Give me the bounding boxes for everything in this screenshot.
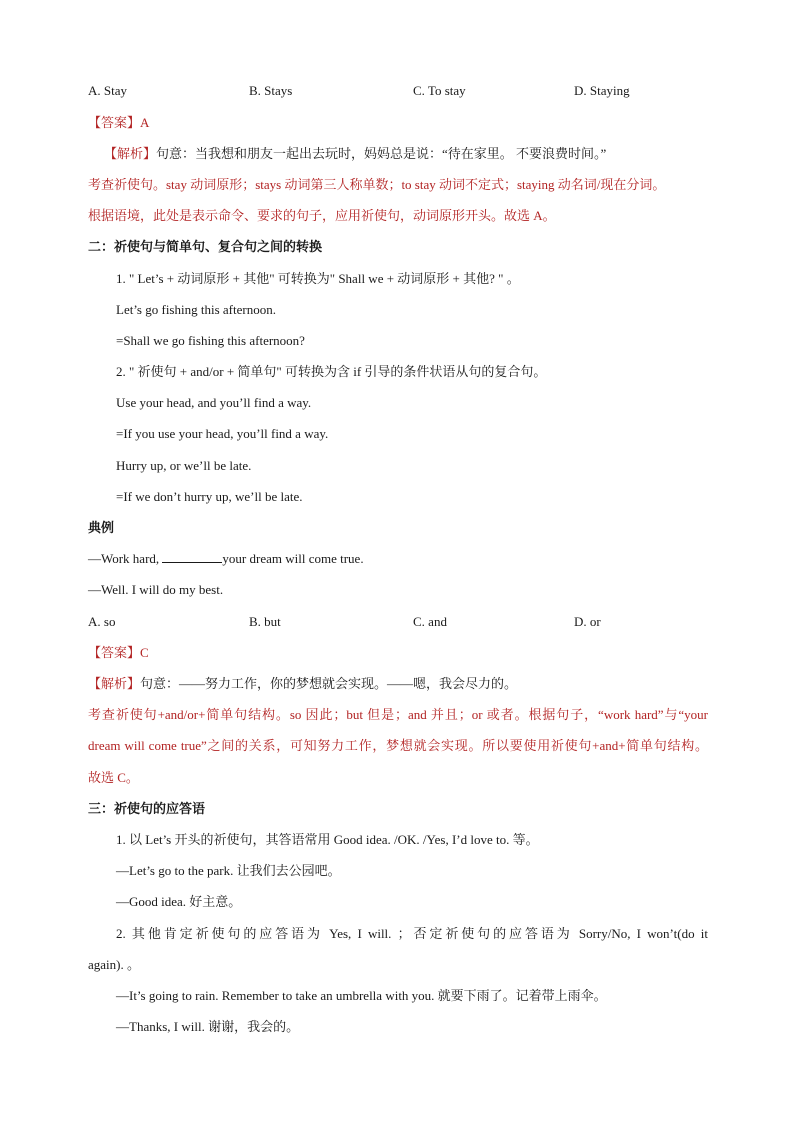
q1-option-a: A. Stay <box>88 83 127 98</box>
q1-option-c: C. To stay <box>413 83 466 98</box>
example-question-line2: —Well. I will do my best. <box>88 582 224 597</box>
example-analysis <box>88 675 517 693</box>
section3-heading: 三：祈使句的应答语 <box>88 801 206 816</box>
example-option-a: A. so <box>88 614 116 629</box>
q1-answer <box>88 114 149 132</box>
section2-rule2: 2. " 祈使句 + and/or + 简单句" 可转换为含 if 引导的条件状语从句的复合句。 <box>116 364 547 379</box>
section2-example-1b: =Shall we go fishing this afternoon? <box>116 333 305 348</box>
analysis-text: 句意：——努力工作，你的梦想就会实现。——嗯，我会尽力的。 <box>140 676 518 691</box>
example-answer <box>88 644 149 662</box>
example-analysis-4: 故选 C。 <box>88 770 139 785</box>
section3-example-1a: —Let’s go to the park. 让我们去公园吧。 <box>116 863 341 878</box>
section3-rule1: 1. 以 Let’s 开头的祈使句，其答语常用 Good idea. /OK. /Yes, I’d love to. 等。 <box>116 832 539 847</box>
example-options <box>88 613 728 631</box>
section2-example-2c: Hurry up, or we’ll be late. <box>116 458 252 473</box>
example-question-post: your dream will come true. <box>222 551 364 566</box>
section3-example-2b: —Thanks, I will. 谢谢，我会的。 <box>116 1019 300 1034</box>
answer-value: C <box>140 645 149 660</box>
analysis-tag: 【解析】 <box>88 676 141 691</box>
example-question-line1 <box>88 550 364 568</box>
section2-example-2b: =If you use your head, you’ll find a way. <box>116 426 329 441</box>
section3-rule2-line2: again). 。 <box>88 957 140 972</box>
answer-tag: 【答案】 <box>88 115 141 130</box>
example-option-d: D. or <box>574 614 601 629</box>
q1-options <box>88 82 728 100</box>
answer-blank <box>162 550 222 563</box>
example-question-pre: —Work hard, <box>88 551 163 566</box>
section2-example-1a: Let’s go fishing this afternoon. <box>116 302 276 317</box>
section2-heading: 二：祈使句与简单句、复合句之间的转换 <box>88 239 323 254</box>
analysis-text: 句意：当我想和朋友一起出去玩时，妈妈总是说：“待在家里。 不要浪费时间。” <box>156 146 607 161</box>
section3-example-2a: —It’s going to rain. Remember to take an umbrella with you. 就要下雨了。记着带上雨伞。 <box>116 988 607 1003</box>
example-analysis-3: dream will come true”之间的关系，可知努力工作，梦想就会实现。所以要使用祈使句+and+简单句结构。 <box>88 738 708 753</box>
q1-analysis <box>104 145 606 163</box>
example-option-b: B. but <box>249 614 281 629</box>
example-heading: 典例 <box>88 520 115 535</box>
section2-example-2d: =If we don’t hurry up, we’ll be late. <box>116 489 303 504</box>
answer-tag: 【答案】 <box>88 645 141 660</box>
section3-example-1b: —Good idea. 好主意。 <box>116 894 242 909</box>
q1-analysis-3: 根据语境，此处是表示命令、要求的句子，应用祈使句，动词原形开头。故选 A。 <box>88 208 556 223</box>
q1-analysis-2: 考查祈使句。stay 动词原形；stays 动词第三人称单数；to stay 动词不定式；staying 动名词/现在分词。 <box>88 177 666 192</box>
section3-rule2-line1: 2. 其他肯定祈使句的应答语为 Yes, I will. ；否定祈使句的应答语为 Sorry/No, I won’t(do it <box>116 926 708 941</box>
example-option-c: C. and <box>413 614 447 629</box>
q1-option-b: B. Stays <box>249 83 293 98</box>
section2-rule1: 1. " Let’s + 动词原形 + 其他" 可转换为" Shall we + 动词原形 + 其他? " 。 <box>116 271 520 286</box>
answer-value: A <box>140 115 150 130</box>
q1-option-d: D. Staying <box>574 83 630 98</box>
example-analysis-2: 考查祈使句+and/or+简单句结构。so 因此；but 但是；and 并且；or 或者。根据句子，“work hard”与“your <box>88 707 708 722</box>
analysis-tag: 【解析】 <box>104 146 157 161</box>
section2-example-2a: Use your head, and you’ll find a way. <box>116 395 312 410</box>
